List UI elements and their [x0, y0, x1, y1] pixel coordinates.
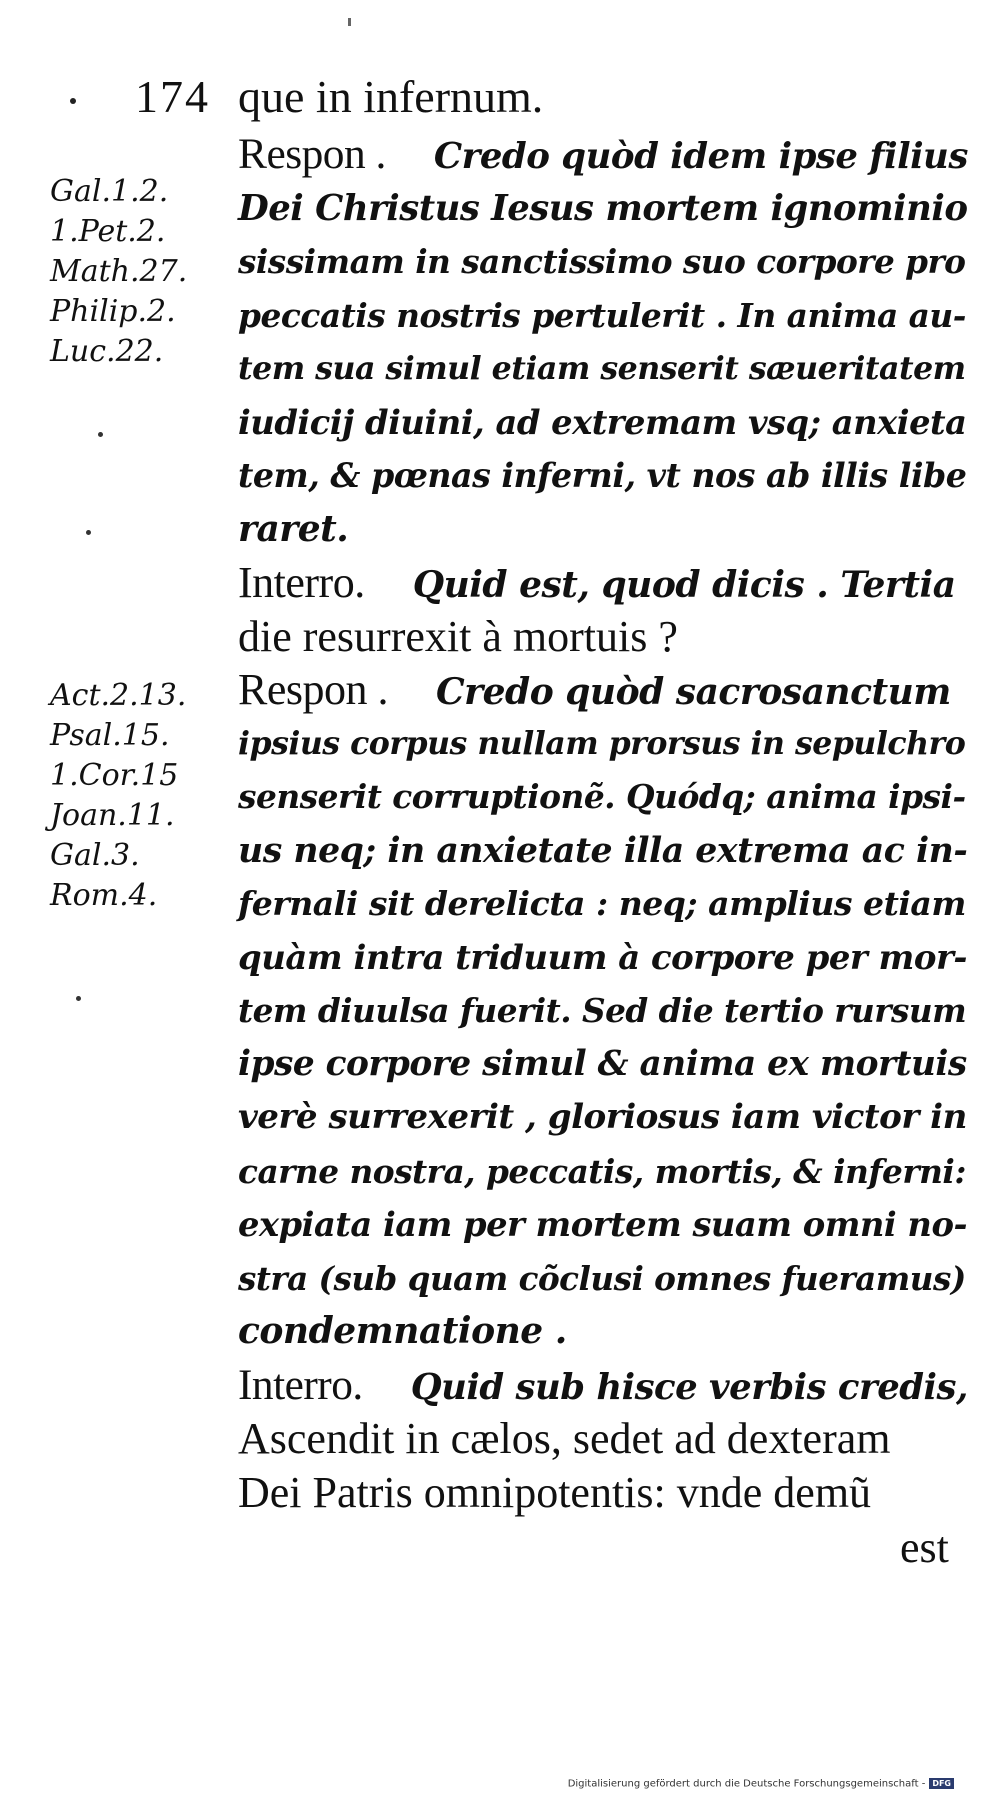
text-line	[238, 1145, 968, 1199]
line-text: senserit corruptionẽ. Quódq; anima ipsi-	[238, 777, 966, 816]
margin-note: Joan.11.	[50, 798, 175, 833]
text-line	[238, 824, 968, 878]
margin-note: Math.27.	[50, 254, 188, 289]
line-text: Quid est, quod dicis . Tertia	[412, 564, 956, 606]
line-text: tem diuulsa fuerit. Sed die tertio rursum	[238, 991, 967, 1030]
text-line	[238, 556, 968, 610]
margin-dot	[98, 432, 103, 437]
speaker-label: Interro.	[238, 558, 365, 607]
margin-dot	[86, 530, 91, 535]
line-text: Credo quòd sacrosanctum	[436, 671, 951, 713]
margin-dot	[76, 996, 81, 1001]
line-text: Credo quòd idem ipse filius	[433, 136, 968, 177]
text-line	[238, 128, 968, 182]
catchword: est	[900, 1523, 949, 1572]
line-text: verè surrexerit , gloriosus iam victor in	[238, 1097, 967, 1137]
line-text: sissimam in sanctissimo suo corpore pro	[238, 242, 966, 281]
line-text: stra (sub quam cõclusi omnes fueramus)	[238, 1258, 966, 1298]
text-line	[238, 1252, 968, 1306]
margin-dot	[70, 98, 76, 104]
line-text: fernali sit derelicta : neq; amplius etiam	[238, 884, 966, 923]
line-text: condemnatione .	[238, 1310, 567, 1352]
margin-note: Luc.22.	[50, 334, 164, 369]
margin-note: Gal.3.	[50, 838, 140, 873]
text-line	[238, 342, 968, 396]
text-line	[238, 770, 968, 824]
line-text: raret.	[238, 507, 349, 550]
text-line	[238, 396, 968, 450]
line-text: iudicij diuini, ad extremam vsq; anxieta	[238, 401, 967, 442]
text-line	[238, 1305, 968, 1359]
text-line	[238, 1198, 968, 1252]
text-line	[238, 931, 968, 985]
margin-note: 1.Cor.15	[50, 758, 179, 793]
credit-text: Digitalisierung gefördert durch die Deutsche Forschungsgemeinschaft -	[567, 1778, 926, 1790]
line-text: Quid sub hisce verbis credis,	[410, 1366, 968, 1408]
margin-notes-group-2	[50, 676, 220, 916]
line-text: tem, & pœnas inferni, vt nos ab illis libe	[238, 456, 967, 495]
text-line	[238, 503, 968, 557]
line-text: Dei Christus Iesus mortem ignominio	[238, 187, 968, 229]
margin-note: Gal.1.2.	[50, 174, 169, 209]
main-text	[238, 128, 968, 1519]
text-line	[238, 289, 968, 343]
text-line	[238, 663, 968, 717]
margin-note: 1.Pet.2.	[50, 214, 166, 249]
text-line	[238, 1359, 968, 1413]
margin-note: Act.2.13.	[50, 678, 187, 713]
text-line	[238, 984, 968, 1038]
text-line	[238, 877, 968, 931]
text-line	[238, 1091, 968, 1145]
text-line	[238, 449, 968, 503]
dfg-logo: DFG	[929, 1778, 954, 1789]
margin-notes-group-1	[50, 172, 220, 372]
text-line	[238, 235, 968, 289]
top-mark	[348, 18, 351, 26]
page-header	[0, 70, 1000, 130]
page-number: 174	[135, 71, 210, 122]
line-text: quàm intra triduum à corpore per mor-	[238, 936, 967, 977]
line-text: expiata iam per mortem suam omni no-	[238, 1204, 967, 1244]
digitization-credit	[568, 1778, 954, 1790]
line-text: die resurrexit à mortuis ?	[238, 611, 678, 661]
margin-note: Psal.15.	[50, 718, 170, 753]
margin-note: Philip.2.	[50, 294, 176, 329]
line-text: carne nostra, peccatis, mortis, & inferni:	[238, 1151, 966, 1191]
line-text: tem sua simul etiam senserit sæueritatem	[238, 350, 966, 387]
speaker-label: Respon .	[238, 130, 386, 178]
line-text: Dei Patris omnipotentis: vnde demũ	[238, 1467, 872, 1517]
running-line: que in infernum.	[238, 71, 544, 122]
text-line	[238, 182, 968, 236]
text-line	[238, 1412, 968, 1466]
line-text: ipsius corpus nullam prorsus in sepulchro	[238, 724, 966, 762]
line-text: peccatis nostris pertulerit . In anima au-	[238, 295, 966, 335]
text-line	[238, 1038, 968, 1092]
line-text: Ascendit in cælos, sedet ad dexteram	[238, 1414, 891, 1463]
line-text: us neq; in anxietate illa extrema ac in-	[238, 829, 968, 871]
margin-note: Rom.4.	[50, 878, 158, 913]
speaker-label: Interro.	[238, 1360, 363, 1409]
text-line	[238, 610, 968, 664]
speaker-label: Respon .	[238, 665, 388, 714]
text-line	[238, 1466, 968, 1520]
line-text: ipse corpore simul & anima ex mortuis	[238, 1043, 967, 1084]
text-line	[238, 717, 968, 771]
